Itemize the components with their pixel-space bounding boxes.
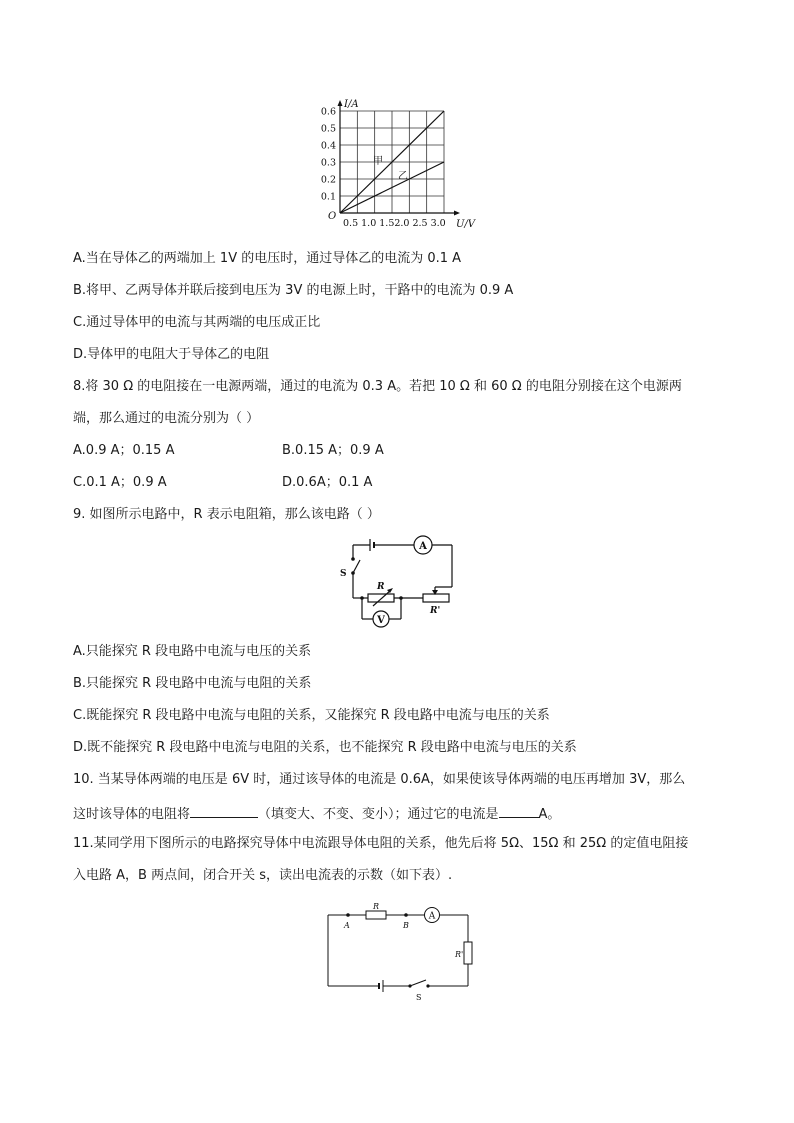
y-tick-label: 0.1	[320, 191, 336, 203]
q11-point-b-dot	[404, 913, 408, 917]
y-tick-label: 0.4	[320, 140, 336, 152]
q7-option-c: C.通过导体甲的电流与其两端的电压成正比	[73, 315, 321, 330]
q10-blank-resistance[interactable]	[190, 803, 258, 818]
iu-graph	[310, 95, 476, 235]
q7-option-d: D.导体甲的电阻大于导体乙的电阻	[73, 347, 270, 362]
q8-option-d: D.0.6A；0.1 A	[282, 475, 373, 490]
q9-stem: 9. 如图所示电路中，R 表示电阻箱，那么该电路（ ）	[73, 507, 380, 522]
q11-line1: 11.某同学用下图所示的电路探究导体中电流跟导体电阻的关系，他先后将 5Ω、15Ω 和 25Ω 的定值电阻接	[73, 836, 689, 851]
q9-switch-contact-top	[351, 557, 355, 561]
q9-circuit-diagram	[335, 532, 465, 632]
q11-point-b-label: B	[403, 921, 409, 930]
q8-option-b: B.0.15 A；0.9 A	[282, 443, 384, 458]
q9-rheostat	[423, 594, 449, 602]
q10-blank-current[interactable]	[499, 803, 539, 818]
y-axis-label: I/A	[344, 99, 359, 110]
q9-node-right	[399, 596, 403, 600]
q9-box-label: R	[377, 582, 385, 592]
q9-option-b: B.只能探究 R 段电路中电流与电阻的关系	[73, 676, 312, 691]
q10-line1: 10. 当某导体两端的电压是 6V 时，通过该导体的电流是 0.6A，如果使该导体两端的电压再增加 3V，那么	[73, 772, 686, 787]
q9-option-a: A.只能探究 R 段电路中电流与电压的关系	[73, 644, 312, 659]
q11-switch-blade	[410, 980, 426, 986]
q11-point-a-dot	[346, 913, 350, 917]
q11-rheostat-label: R'	[455, 950, 464, 959]
q8-stem-line1: 8.将 30 Ω 的电阻接在一电源两端，通过的电流为 0.3 A。若把 10 Ω 和 60 Ω 的电阻分别接在这个电源两	[73, 379, 682, 394]
q9-resistance-box-arrow	[373, 590, 391, 606]
q9-ammeter-label: A	[419, 541, 427, 552]
q7-option-b: B.将甲、乙两导体并联后接到电压为 3V 的电源上时，干路中的电流为 0.9 A	[73, 283, 514, 298]
x-axis-label: U/V	[456, 219, 476, 230]
q9-option-d: D.既不能探究 R 段电路中电流与电阻的关系，也不能探究 R 段电路中电流与电压的关系	[73, 740, 577, 755]
q9-voltmeter-label: V	[377, 615, 385, 626]
q11-point-a-label: A	[344, 921, 350, 930]
q11-rheostat	[464, 942, 472, 964]
x-tick-labels: 0.5 1.0 1.52.0 2.5 3.0	[343, 218, 446, 229]
y-tick-labels	[321, 107, 336, 203]
q10-line2-part1: 这时该导体的电阻将	[73, 807, 191, 822]
q9-rheostat-label: R'	[430, 606, 441, 616]
y-tick-label: 0.2	[320, 174, 336, 186]
q10-line2	[73, 803, 560, 824]
q9-switch-blade	[353, 560, 360, 573]
q8-option-a: A.0.9 A；0.15 A	[73, 443, 175, 458]
q9-option-c: C.既能探究 R 段电路中电流与电阻的关系，又能探究 R 段电路中电流与电压的关系	[73, 708, 550, 723]
q10-line2-part2: （填变大、不变、变小）；通过它的电流是	[258, 807, 499, 822]
q9-switch-label: S	[340, 569, 347, 579]
q7-option-a: A.当在导体乙的两端加上 1V 的电压时，通过导体乙的电流为 0.1 A	[73, 251, 462, 266]
q11-line2: 入电路 A，B 两点间，闭合开关 s，读出电流表的示数（如下表）.	[73, 868, 453, 883]
q11-ammeter-label: A	[428, 911, 436, 922]
origin-label: O	[328, 211, 337, 222]
y-tick-label: 0.6	[320, 106, 336, 118]
series-label-jia: 甲	[373, 156, 383, 167]
q10-line2-part3: A。	[538, 807, 561, 822]
q11-resistor	[366, 911, 386, 919]
q8-option-c: C.0.1 A；0.9 A	[73, 475, 167, 490]
q11-circuit-diagram	[318, 900, 484, 1010]
q11-switch-contact-right	[426, 984, 429, 987]
y-tick-label: 0.3	[320, 157, 336, 169]
q9-resistance-box	[368, 594, 394, 602]
q9-node-left	[360, 596, 364, 600]
series-label-yi: 乙	[398, 171, 408, 182]
q11-switch-label: S	[416, 993, 422, 1002]
q11-switch-contact-left	[408, 984, 411, 987]
q8-stem-line2: 端，那么通过的电流分别为（ ）	[73, 411, 260, 426]
q11-resistor-label: R	[373, 902, 380, 911]
q9-switch-contact-bottom	[351, 571, 355, 575]
y-tick-label: 0.5	[320, 123, 336, 135]
